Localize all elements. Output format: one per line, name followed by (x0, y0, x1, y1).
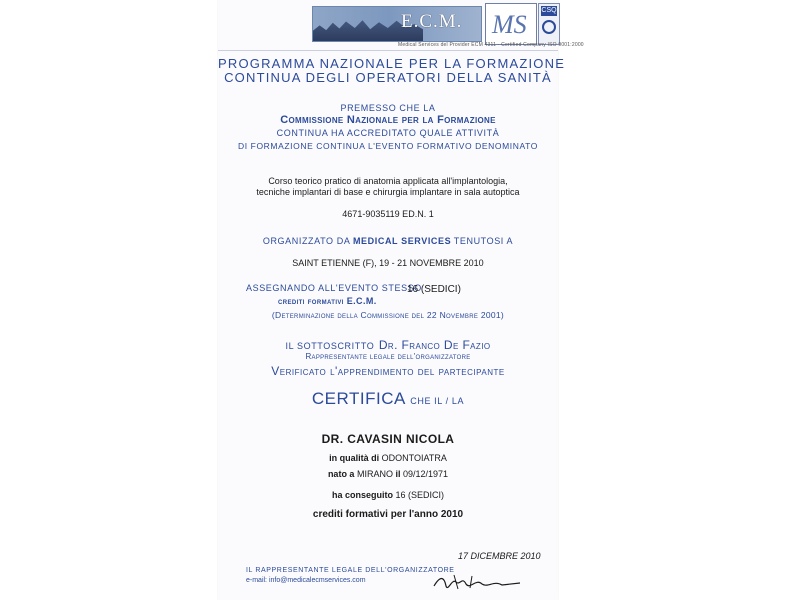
year-prefix: crediti formativi per l'anno (312, 509, 439, 520)
certifies-rest: CHE IL / LA (410, 396, 465, 406)
participant-name: DR. CAVASIN NICOLA (321, 432, 455, 446)
signatory-prefix: IL SOTTOSCRITTO (285, 341, 375, 351)
issue-date: 17 DICEMBRE 2010 (458, 551, 541, 561)
cert-ring-icon (542, 20, 556, 34)
course-title-line1: Corso teorico pratico di anatomia applicata all'implantologia, (268, 176, 508, 186)
certifies-line (218, 389, 558, 409)
header-divider (218, 50, 558, 51)
quality-prefix: in qualità di (329, 453, 380, 463)
year-value: 2010 (440, 509, 464, 520)
legal-rep-label: IL RAPPRESENTANTE LEGALE DELL'ORGANIZZATORE (246, 567, 455, 574)
premise-line4: DI FORMAZIONE CONTINUA L'EVENTO FORMATIVO DENOMINATO (238, 141, 538, 151)
organizer-name: MEDICAL SERVICES (352, 236, 452, 246)
born-date: 09/12/1971 (403, 469, 449, 479)
born-place: MIRANO (356, 469, 393, 479)
medical-services-logo: MS (485, 3, 537, 45)
contact-email: e-mail: info@medicalecmservices.com (246, 577, 366, 584)
organized-line (218, 236, 558, 246)
course-code: 4671-9035119 ED.N. 1 (342, 209, 434, 219)
achieved-prefix: ha conseguito (331, 490, 393, 500)
signatory-name: Dr. Franco De Fazio (378, 338, 491, 352)
premise-line1: PREMESSO CHE LA (340, 103, 436, 113)
born-prefix: nato a (327, 469, 355, 479)
born-mid: il (395, 469, 401, 479)
premise-line3: CONTINUA HA ACCREDITATO QUALE ATTIVITÀ (276, 128, 500, 138)
header-tagline: Medical Services del Provider ECM 4311 · Certified Company ISO 9001:2000 (398, 42, 584, 48)
signatory-role: Rappresentante legale dell'organizzatore (305, 352, 471, 361)
cert-badge-label: CSQ (541, 7, 557, 14)
credits-assign-text: ASSEGNANDO ALL'EVENTO STESSO (246, 283, 422, 293)
verified-statement: Verificato l'apprendimento del partecipante (271, 364, 505, 378)
participant-year (218, 509, 558, 520)
credits-label: crediti formativi E.C.M. (278, 296, 377, 306)
achieved-value: 16 (SEDICI) (395, 490, 445, 500)
event-place-date: SAINT ETIENNE (F), 19 - 21 NOVEMBRE 2010 (292, 258, 484, 268)
credits-value: 16 (SEDICI) (407, 284, 461, 295)
handwritten-signature (432, 572, 522, 592)
ecm-brand-title: E.C.M. (401, 11, 463, 32)
course-title-line2: tecniche implantari di base e chirurgia implantare in sala autoptica (256, 187, 520, 197)
participant-quality (218, 453, 558, 463)
organized-prefix: ORGANIZZATO DA (262, 236, 351, 246)
participant-achieved (218, 490, 558, 500)
commission-determination: (Determinazione della Commissione del 22 Novembre 2001) (271, 310, 505, 320)
commission-name: Commissione Nazionale per la Formazione (280, 114, 496, 126)
program-title-line1: PROGRAMMA NAZIONALE PER LA FORMAZIONE (218, 56, 566, 71)
organized-suffix: TENUTOSI A (453, 236, 514, 246)
program-title-line2: CONTINUA DEGLI OPERATORI DELLA SANITÀ (224, 70, 552, 85)
participant-birth (218, 469, 558, 479)
certifies-word: CERTIFICA (311, 389, 406, 408)
quality-value: ODONTOIATRA (381, 453, 447, 463)
ecm-banner-logo (312, 6, 482, 42)
certification-badge (538, 3, 560, 45)
